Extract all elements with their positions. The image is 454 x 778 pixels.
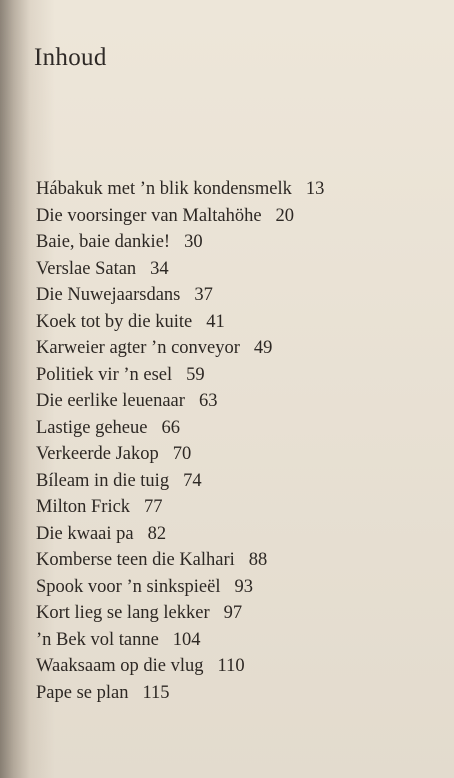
toc-entry-page-number: 63: [198, 391, 218, 411]
toc-entry-title: Spook voor ’n sinkspieël: [36, 576, 221, 597]
toc-entry: [36, 468, 324, 495]
toc-entry-page-number: 49: [253, 338, 273, 358]
toc-entry-page-number: 66: [161, 417, 180, 438]
toc-entry-title: Kort lieg se lang lekker: [36, 603, 210, 623]
toc-entry-title: Koek tot by die kuite: [36, 311, 193, 332]
toc-entry-page-number: 41: [206, 311, 225, 332]
toc-entry: [36, 574, 324, 601]
toc-entry-title: Waaksaam op die vlug: [36, 656, 204, 676]
toc-entry-title: Hábakuk met ’n blik kondensmelk: [36, 179, 292, 199]
toc-entry-title: Karweier agter ’n conveyor: [36, 338, 240, 358]
toc-entry: [36, 653, 324, 680]
toc-entry-page-number: 110: [217, 656, 245, 676]
toc-entry-page-number: 70: [172, 444, 192, 464]
toc-entry-title: Die voorsinger van Maltahöhe: [36, 205, 262, 226]
toc-entry-title: Komberse teen die Kalhari: [36, 550, 235, 570]
toc-entry-page-number: 88: [248, 550, 268, 570]
toc-entry-title: Lastige geheue: [36, 417, 148, 438]
toc-entry: [36, 309, 324, 336]
toc-entry: [36, 282, 324, 309]
toc-entry-title: ’n Bek vol tanne: [36, 629, 159, 650]
toc-entry-title: Baie, baie dankie!: [36, 232, 171, 252]
toc-entry-title: Bíleam in die tuig: [36, 470, 170, 491]
toc-entry-title: Verslae Satan: [36, 258, 137, 279]
toc-entry-title: Politiek vir ’n esel: [36, 364, 173, 385]
toc-entry-page-number: 13: [305, 179, 325, 199]
toc-entry: [36, 547, 324, 574]
toc-entry: [36, 441, 324, 468]
toc-entry-title: Verkeerde Jakop: [36, 444, 159, 464]
toc-entry: [36, 335, 324, 362]
toc-entry-title: Milton Frick: [36, 497, 131, 517]
toc-entry: [36, 229, 324, 256]
toc-entry-title: Die eerlike leuenaar: [36, 391, 185, 411]
toc-entry-page-number: 82: [147, 523, 167, 544]
toc-entry-page-number: 30: [184, 232, 203, 252]
toc-entry-page-number: 20: [275, 205, 295, 226]
toc-entry-page-number: 77: [144, 497, 163, 517]
toc-entry: [36, 203, 324, 230]
toc-entry: [36, 627, 324, 654]
toc-entry-page-number: 59: [186, 364, 205, 385]
toc-entry: [36, 415, 324, 442]
toc-entry-title: Pape se plan: [36, 682, 129, 703]
toc-entry-page-number: 93: [234, 576, 253, 597]
toc-entry: [36, 176, 324, 203]
toc-entry-page-number: 74: [183, 470, 202, 491]
toc-entry-page-number: 34: [150, 258, 169, 279]
toc-entry: [36, 494, 324, 521]
toc-entry-title: Die kwaai pa: [36, 523, 134, 544]
toc-entry-title: Die Nuwejaarsdans: [36, 285, 181, 305]
page-title: Inhoud: [34, 44, 107, 71]
toc-entry-page-number: 37: [194, 285, 213, 305]
table-of-contents: [36, 176, 324, 706]
toc-entry: [36, 362, 324, 389]
toc-entry: [36, 256, 324, 283]
toc-entry: [36, 680, 324, 707]
toc-entry-page-number: 97: [223, 603, 243, 623]
toc-entry-page-number: 104: [172, 629, 201, 650]
toc-entry: [36, 600, 324, 627]
toc-entry: [36, 388, 324, 415]
toc-entry-page-number: 115: [142, 682, 170, 703]
toc-entry: [36, 521, 324, 548]
